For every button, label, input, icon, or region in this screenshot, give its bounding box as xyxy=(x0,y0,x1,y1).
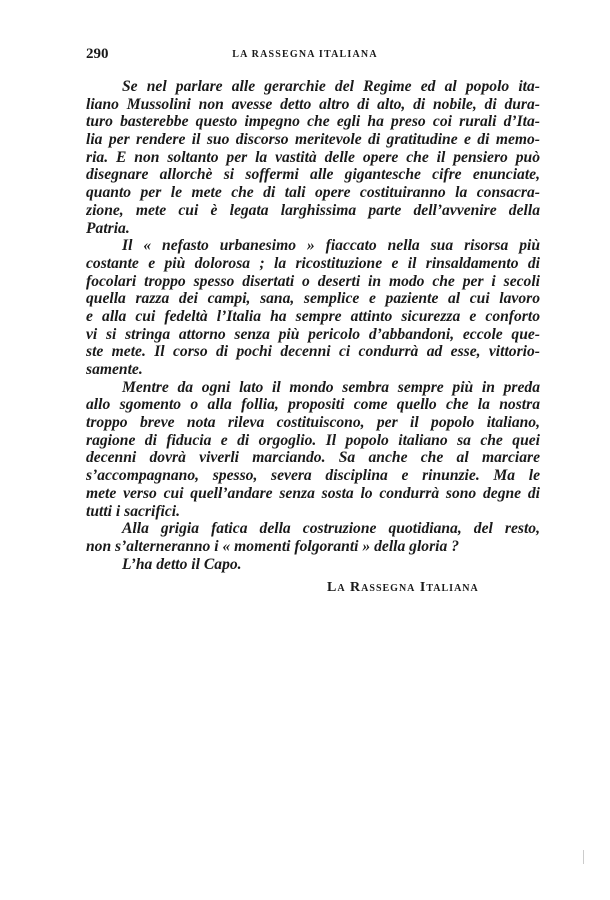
text-line: quanto per le mete che di tali opere costituiranno la consacra- xyxy=(86,184,540,202)
text-line: Patria. xyxy=(86,219,130,237)
text-line: Alla grigia fatica della costruzione quotidiana, del resto, xyxy=(122,520,540,538)
text-line: Se nel parlare alle gerarchie del Regime ed al popolo ita- xyxy=(122,78,540,95)
signature: La Rassegna Italiana xyxy=(327,580,479,595)
text-line: samente. xyxy=(86,361,143,378)
text-line: L’ha detto il Capo. xyxy=(122,555,242,573)
text-line: Il « nefasto urbanesimo » fiaccato nella sua risorsa più xyxy=(122,237,540,255)
text-line: ragione di fiducia e di orgoglio. Il popolo italiano sa che quei xyxy=(86,431,540,449)
text-line: costante e più dolorosa ; la ricostituzione e il rinsaldamento di xyxy=(86,254,540,272)
text-line: Mentre da ogni lato il mondo sembra sempre più in preda xyxy=(122,378,540,396)
text-line: tutti i sacrifici. xyxy=(86,502,180,520)
text-line: s’accompagnano, spesso, severa disciplina e rinunzie. Ma le xyxy=(86,467,540,485)
page-number: 290 xyxy=(86,46,109,62)
text-line: e alla cui fedeltà l’Italia ha sempre attinto sicurezza e conforto xyxy=(86,307,540,325)
text-line: quella razza dei campi, sana, semplice e paziente al cui lavoro xyxy=(86,290,540,308)
text-line: liano Mussolini non avesse detto altro di alto, di nobile, di dura- xyxy=(86,95,540,113)
text-line: zione, mete cui è legata larghissima parte dell’avvenire della xyxy=(86,201,540,219)
text-line: decenni dovrà viverli marciando. Sa anche che al marciare xyxy=(86,449,540,467)
running-head: LA RASSEGNA ITALIANA xyxy=(232,49,378,60)
text-line: turo basterebbe questo impegno che egli ha preso coi rurali d’Ita- xyxy=(86,113,540,131)
text-line: non s’alterneranno i « momenti folgoranti » della gloria ? xyxy=(86,537,460,555)
text-line: ria. E non soltanto per la vastità delle opere che il pensiero può xyxy=(86,148,540,166)
text-line: ste mete. Il corso di pochi decenni ci condurrà ad esse, vittorio- xyxy=(86,343,540,361)
text-line: lia per rendere il suo discorso meritevole di gratitudine e di memo- xyxy=(86,131,540,149)
text-line: mete verso cui quell’andare senza sosta lo condurrà sono degne di xyxy=(86,484,540,502)
text-line: allo sgomento o alla follia, propositi come quello che la nostra xyxy=(86,396,540,414)
text-line: troppo breve nota rileva costituiscono, per il popolo italiano, xyxy=(86,414,540,432)
scan-edge-mark xyxy=(583,850,584,864)
text-line: vi si stringa attorno senza più pericolo d’abbandoni, eccole que- xyxy=(86,325,540,343)
text-line: focolari troppo spesso disertati o deserti in modo che per i secoli xyxy=(86,272,540,290)
article-body xyxy=(86,78,540,573)
text-line: disegnare allorchè si soffermi alle gigantesche cifre enunciate, xyxy=(86,166,540,184)
